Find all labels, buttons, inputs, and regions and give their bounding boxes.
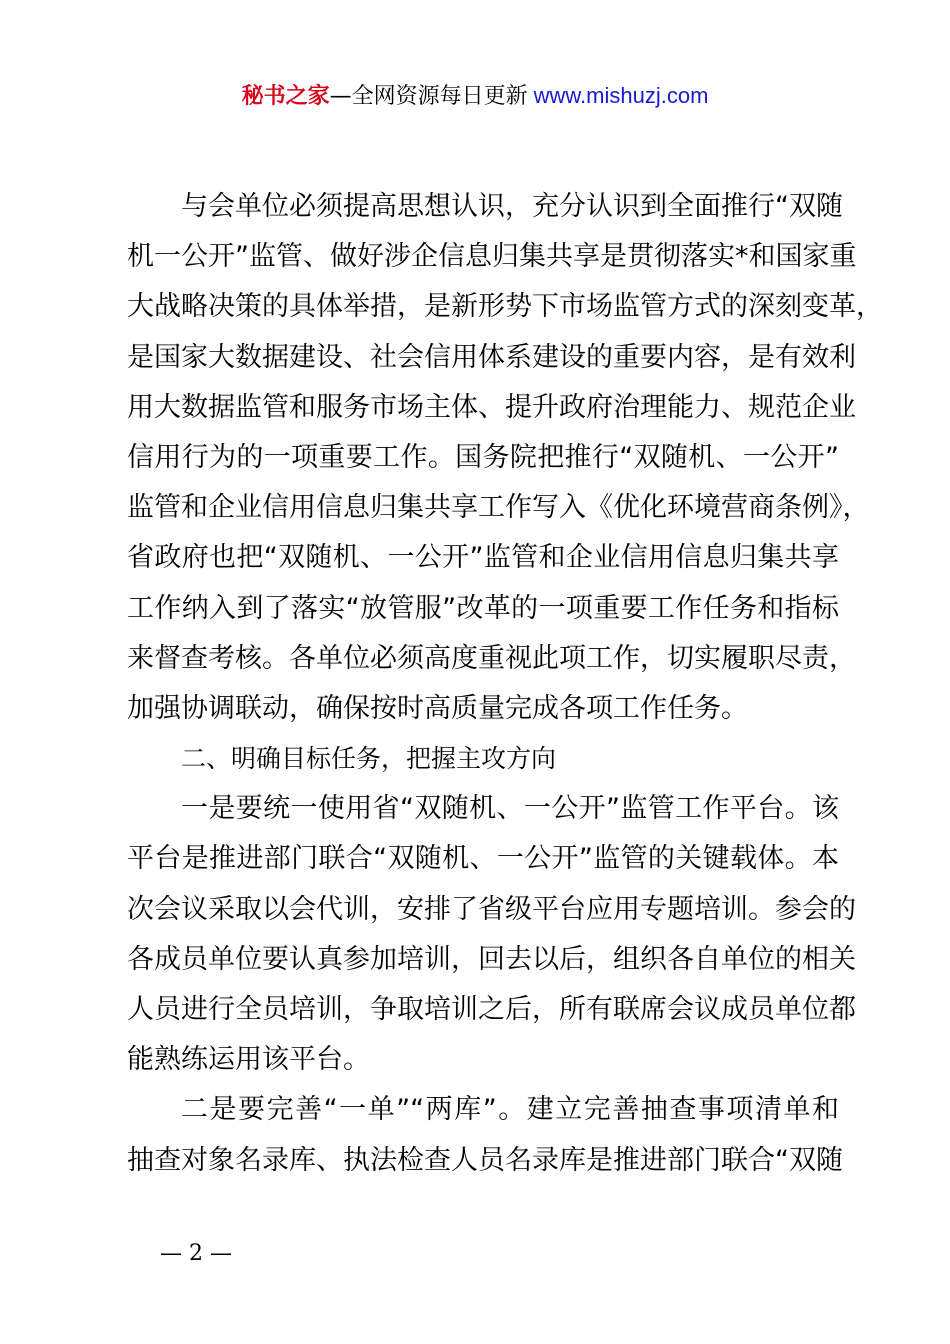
- site-slogan: —全网资源每日更新: [329, 84, 528, 109]
- body-line: 能熟练运用该平台。: [127, 1044, 370, 1076]
- document-body: [127, 182, 883, 1186]
- body-line: 二是要完善“一单”“两库”。建立完善抽查事项清单和: [181, 1094, 839, 1126]
- body-line: 加强协调联动，确保按时高质量完成各项工作任务。: [127, 692, 748, 724]
- body-line: 人员进行全员培训，争取培训之后，所有联席会议成员单位都: [127, 994, 856, 1025]
- body-line: 工作纳入到了落实“放管服”改革的一项重要工作任务和指标: [127, 592, 839, 624]
- body-line: 抽查对象名录库、执法检查人员名录库是推进部门联合“双随: [127, 1144, 843, 1176]
- page-number: — 2 —: [160, 1241, 232, 1266]
- body-line: 信用行为的一项重要工作。国务院把推行“双随机、一公开”: [127, 441, 839, 473]
- body-line: 平台是推进部门联合“双随机、一公开”监管的关键载体。本: [127, 843, 839, 875]
- body-line: 监管和企业信用信息归集共享工作写入《优化环境营商条例》，: [127, 492, 870, 524]
- body-line: 是国家大数据建设、社会信用体系建设的重要内容，是有效利: [127, 341, 856, 373]
- body-line: 来督查考核。各单位必须高度重视此项工作，切实履职尽责，: [127, 642, 856, 674]
- body-line: 次会议采取以会代训，安排了省级平台应用专题培训。参会的: [127, 893, 856, 925]
- section-heading: 二、明确目标任务，把握主攻方向: [181, 744, 557, 774]
- body-line: 用大数据监管和服务市场主体、提升政府治理能力、规范企业: [127, 391, 856, 423]
- site-url-link[interactable]: www.mishuzj.com: [533, 83, 709, 108]
- body-line: 各成员单位要认真参加培训，回去以后，组织各自单位的相关: [127, 943, 856, 975]
- body-line: 机一公开”监管、做好涉企信息归集共享是贯彻落实*和国家重: [127, 241, 857, 273]
- body-line: 大战略决策的具体举措，是新形势下市场监管方式的深刻变革，: [127, 291, 883, 323]
- body-line: 省政府也把“双随机、一公开”监管和企业信用信息归集共享: [127, 542, 839, 574]
- body-line: 一是要统一使用省“双随机、一公开”监管工作平台。该: [181, 793, 839, 825]
- body-line: 与会单位必须提高思想认识，充分认识到全面推行“双随: [181, 191, 843, 222]
- site-brand: 秘书之家: [241, 84, 330, 109]
- site-header: [0, 80, 950, 113]
